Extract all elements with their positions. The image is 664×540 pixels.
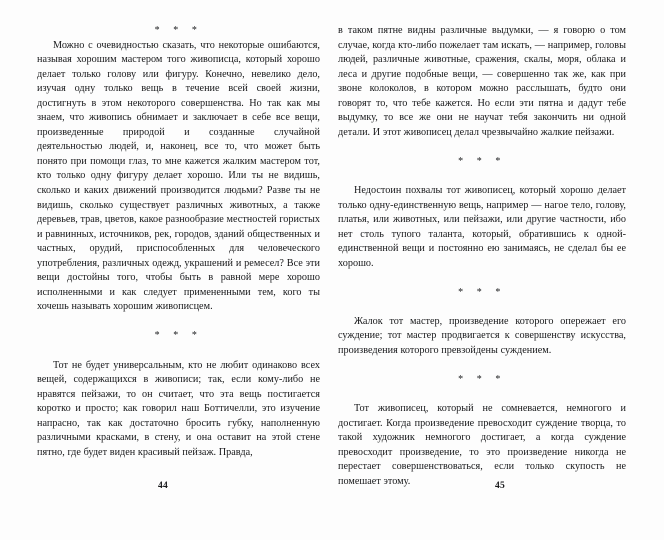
paragraph: Тот живописец, который не сомневается, немногого и достигает. Когда произведение превосходит суждение творца, то такой художник немногого достигает, а когда суждение превосходит произведение, то это произведение никогда не перестает совершенствоваться, если только скупость не помешает этому. xyxy=(338,403,626,487)
right-column-text xyxy=(338,24,626,490)
paragraph-gap xyxy=(37,315,320,330)
paragraph-gap xyxy=(338,169,626,184)
paragraph: Тот не будет универсальным, кто не любит одинаково всех вещей, содержащихся в живописи; так, если кому-либо не нравятся пейзажи, то он считает, что эта вещь постигается коротко и просто; как говорил наш Боттичелли, это изучение напрасно, так как достаточно бросить губку, наполненную различными красками, в стену, и она оставит на этой стене пятно, где будет виден красивый пейзаж. Правда, xyxy=(37,359,320,458)
page-number-left: 44 xyxy=(158,481,168,491)
paragraph-gap xyxy=(338,388,626,403)
section-separator: * * * xyxy=(458,286,506,298)
section-separator: * * * xyxy=(154,330,203,342)
paragraph-gap xyxy=(338,359,626,374)
page-right xyxy=(332,0,664,540)
page-number-right: 45 xyxy=(495,481,505,491)
paragraph: в таком пятне видны различные выдумки, — я говорю о том случае, когда кто-либо пожелает там искать, — например, головы людей, различные животные, сражения, скалы, моря, облака и леса и другие подобные вещи, — совершенно так же, как при звоне колоколов, в котором можно расслышать, будто они говорят то, что тебе кажется. Но если эти пятна и дадут тебе выдумку, то все же они не научат тебя закончить ни одной детали. И этот живописец делал чрезвычайно жалкие пейзажи. xyxy=(338,25,626,138)
paragraph-gap xyxy=(37,344,320,359)
paragraph-gap xyxy=(338,140,626,155)
paragraph: Жалок тот мастер, произведение которого опережает его суждение; тот мастер продвигается к совершенству искусства, произведения которого превзойдены суждением. xyxy=(338,315,626,357)
section-separator: * * * xyxy=(154,25,203,36)
section-separator: * * * xyxy=(458,374,506,386)
paragraph-gap xyxy=(338,300,626,315)
section-separator: * * * xyxy=(458,155,506,167)
paragraph: Недостоин похвалы тот живописец, который хорошо делает только одну-единственную вещь, например — нагое тело, голову, платья, или животных, или пейзажи, или другие частности, ибо нет столь тупого таланта, который, обратившись к одной-единственной вещи и постоянно ею занимаясь, не сделал бы ее хорошо. xyxy=(338,185,626,269)
paragraph-gap xyxy=(338,271,626,286)
paragraph: Можно с очевидностью сказать, что некоторые ошибаются, называя хорошим мастером того живописца, который хорошо делает только голову или фигуру. Конечно, невелико дело, изучая одну только вещь в течение всей своей жизни, достигнуть в этом некоторого совершенства. Но так как мы знаем, что живопись обнимает и заключает в себе все вещи, произведенные природой и созданные случайной деятельностью людей, и, наконец, все то, что может быть понято при помощи глаз, то мне кажется жалким мастером тот, кто только одну фигуру делает хорошо. Или ты не видишь, сколько и каких движений производится людьми? Разве ты не видишь, сколько существует различных животных, а также деревьев, трав, цветов, какое разнообразие местностей гористых и равнинных, источников, рек, городов, зданий общественных и частных, орудий, приспособленных для человеческого употребления, различных одежд, украшений и ремесел? Все эти вещи достойны того, чтобы быть в равной мере хорошо исполненными и как следует примененными тем, кого ты хочешь называть хорошим живописцем. xyxy=(37,39,320,313)
left-column-text xyxy=(37,24,320,460)
